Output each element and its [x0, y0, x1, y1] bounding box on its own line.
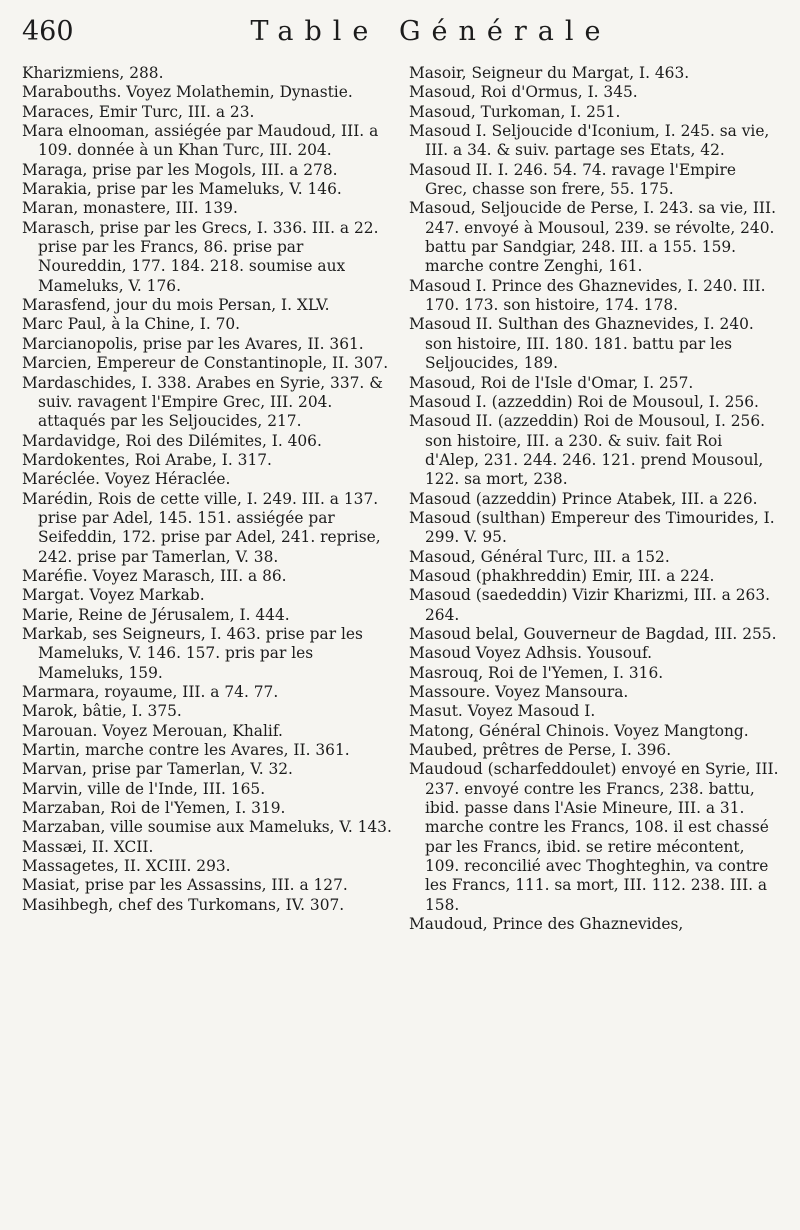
index-entry: Markab, ses Seigneurs, I. 463. prise par les Mameluks, V. 146. 157. pris par les Mameluks, 159. [22, 624, 363, 682]
index-entry: Marc Paul, à la Chine, I. 70. [22, 315, 241, 334]
index-entry: Masoir, Seigneur du Margat, I. 463. [409, 64, 690, 82]
index-entry: Mara elnooman, assiégée par Maudoud, III. a 109. donnée à un Khan Turc, III. 204. [22, 122, 379, 160]
index-entry: Marakia, prise par les Mameluks, V. 146. [22, 180, 342, 199]
index-entry: Massæi, II. XCII. [22, 837, 154, 856]
index-entry: Marouan. Voyez Merouan, Khalif. [22, 721, 283, 740]
index-entry: Masoud belal, Gouverneur de Bagdad, III. 255. [409, 624, 777, 643]
index-entry: Marok, bâtie, I. 375. [22, 702, 182, 721]
index-entry: Maudoud (scharfeddoulet) envoyé en Syrie, III. 237. envoyé contre les Francs, 238. battu, ibid. passe dans l'Asie Mineure, III. a 31. marche contre les Francs, 108. il est chassé par les Francs, ibid. se retire mécontent, 109. reconcilié avec Thoghteghin, va contre les Francs, 111. sa mort, III. 112. 238. III. a 158. [409, 760, 779, 914]
index-entry: Masoud I. (azzeddin) Roi de Mousoul, I. 256. [409, 392, 759, 411]
index-entry: Mardaschides, I. 338. Arabes en Syrie, 337. & suiv. ravagent l'Empire Grec, III. 204. attaqués par les Seljoucides, 217. [22, 373, 383, 431]
index-entry: Masoud II. Sulthan des Ghaznevides, I. 240. son histoire, III. 180. 181. battu par les Seljoucides, 189. [409, 315, 754, 373]
index-entry: Maraces, Emir Turc, III. a 23. [22, 102, 255, 121]
index-column-left [22, 64, 393, 934]
index-entry: Marcien, Empereur de Constantinople, II. 307. [22, 354, 389, 373]
index-entry: Masihbegh, chef des Turkomans, IV. 307. [22, 895, 345, 914]
index-entry: Masoud, Général Turc, III. a 152. [409, 547, 670, 566]
index-entry: Masoud, Turkoman, I. 251. [409, 102, 621, 121]
index-entry: Marvin, ville de l'Inde, III. 165. [22, 779, 266, 798]
index-entry: Maubed, prêtres de Perse, I. 396. [409, 741, 672, 760]
index-entry: Masoud I. Prince des Ghaznevides, I. 240. III. 170. 173. son histoire, 174. 178. [409, 276, 766, 315]
index-entry: Masoud, Seljoucide de Perse, I. 243. sa vie, III. 247. envoyé à Mousoul, 239. se révolte, 240. battu par Sandgiar, 248. III. a 155. 159. marche contre Zenghi, 161. [409, 199, 776, 276]
index-entry: Masut. Voyez Masoud I. [409, 702, 596, 721]
index-entry: Marcianopolis, prise par les Avares, II. 361. [22, 334, 364, 353]
index-entry: Masoud (saededdin) Vizir Kharizmi, III. a 263. 264. [409, 586, 771, 624]
index-entry: Masoud Voyez Adhsis. Yousouf. [409, 644, 653, 663]
index-entry: Kharizmiens, 288. [22, 64, 164, 82]
index-entry: Marzaban, Roi de l'Yemen, I. 319. [22, 799, 286, 818]
index-entry: Masoud II. (azzeddin) Roi de Mousoul, I. 256. son histoire, III. a 230. & suiv. fait Roi d'Alep, 231. 244. 246. 121. prend Mousoul, 122. sa mort, 238. [409, 412, 766, 489]
index-entry: Marabouths. Voyez Molathemin, Dynastie. [22, 83, 353, 102]
index-entry: Masoud I. Seljoucide d'Iconium, I. 245. sa vie, III. a 34. & suiv. partage ses Etats, 42. [409, 122, 770, 160]
index-entry: Martin, marche contre les Avares, II. 361. [22, 741, 350, 760]
index-entry: Marzaban, ville soumise aux Mameluks, V. 143. [22, 818, 392, 837]
index-entry: Maréclée. Voyez Héraclée. [22, 470, 231, 489]
index-column-right [409, 64, 780, 934]
index-entry: Masoud II. I. 246. 54. 74. ravage l'Empire Grec, chasse son frere, 55. 175. [409, 160, 736, 199]
index-entry: Marédin, Rois de cette ville, I. 249. III. a 137. prise par Adel, 145. 151. assiégée par Seifeddin, 172. prise par Adel, 241. reprise, 242. prise par Tamerlan, V. 38. [22, 489, 381, 566]
index-columns [22, 64, 782, 934]
index-entry: Masoud (azzeddin) Prince Atabek, III. a 226. [409, 489, 758, 508]
index-entry: Masrouq, Roi de l'Yemen, I. 316. [409, 663, 664, 682]
index-entry: Masiat, prise par les Assassins, III. a 127. [22, 876, 348, 895]
index-entry: Maudoud, Prince des Ghaznevides, [409, 915, 684, 934]
index-entry: Mardokentes, Roi Arabe, I. 317. [22, 450, 272, 469]
index-entry: Maran, monastere, III. 139. [22, 199, 238, 218]
running-title: Table Générale [250, 16, 612, 47]
index-entry: Marasch, prise par les Grecs, I. 336. III. a 22. prise par les Francs, 86. prise par Noureddin, 177. 184. 218. soumise aux Mameluks, V. 176. [22, 218, 379, 295]
index-entry: Mardavidge, Roi des Dilémites, I. 406. [22, 431, 322, 450]
index-entry: Masoud, Roi de l'Isle d'Omar, I. 257. [409, 373, 694, 392]
page-header [22, 16, 782, 60]
index-entry: Marasfend, jour du mois Persan, I. XLV. [22, 296, 330, 315]
index-entry: Margat. Voyez Markab. [22, 586, 205, 605]
index-entry: Massagetes, II. XCIII. 293. [22, 857, 231, 876]
index-entry: Maréfie. Voyez Marasch, III. a 86. [22, 566, 287, 585]
index-entry: Massoure. Voyez Mansoura. [409, 683, 629, 701]
index-entry: Marmara, royaume, III. a 74. 77. [22, 683, 279, 701]
index-entry: Marie, Reine de Jérusalem, I. 444. [22, 605, 290, 624]
page-number: 460 [22, 16, 74, 47]
index-entry: Marvan, prise par Tamerlan, V. 32. [22, 760, 293, 779]
index-entry: Masoud (sulthan) Empereur des Timourides, I. 299. V. 95. [409, 508, 775, 547]
index-entry: Masoud, Roi d'Ormus, I. 345. [409, 83, 638, 102]
index-entry: Maraga, prise par les Mogols, III. a 278. [22, 160, 338, 179]
index-entry: Masoud (phakhreddin) Emir, III. a 224. [409, 566, 715, 585]
index-entry: Matong, Général Chinois. Voyez Mangtong. [409, 721, 749, 740]
